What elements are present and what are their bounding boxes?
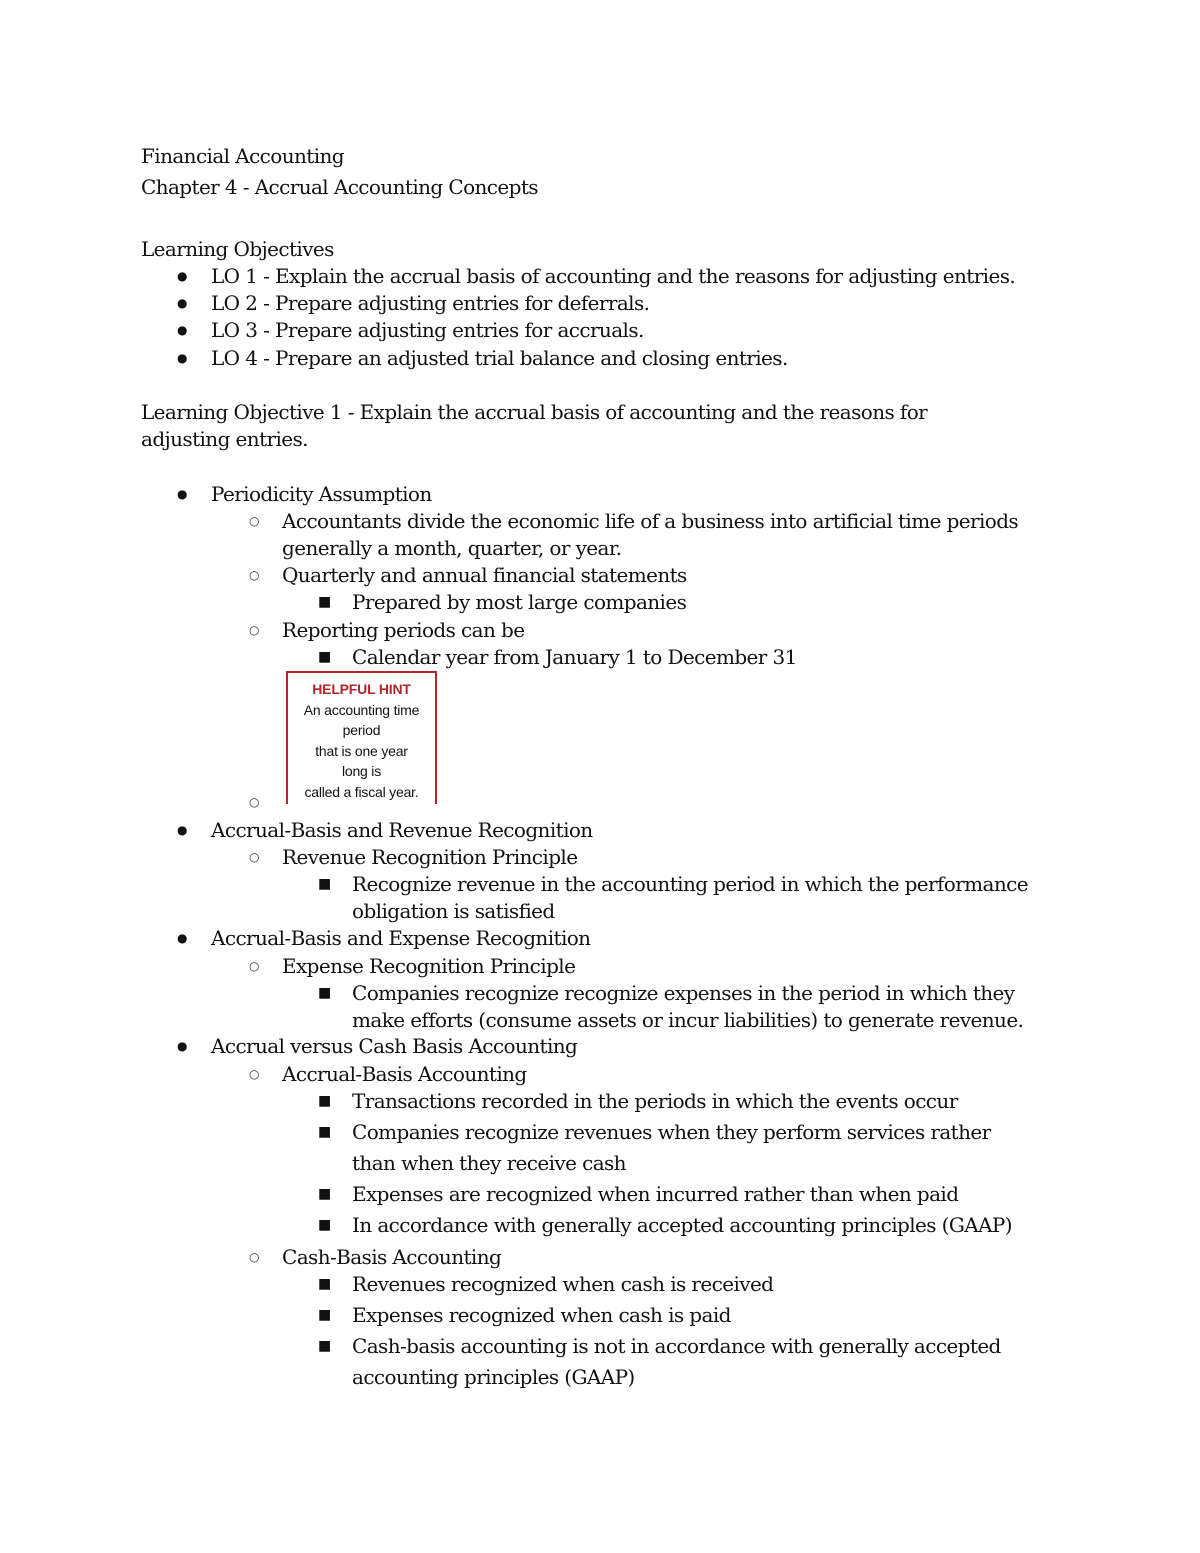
objective-item: LO 2 - Prepare adjusting entries for deferrals.: [211, 291, 650, 315]
square-bullet-icon: ■: [318, 1276, 332, 1292]
periodicity-item: Prepared by most large companies: [352, 590, 687, 614]
versus-title: Accrual versus Cash Basis Accounting: [211, 1034, 578, 1058]
hint-line: An accounting time: [303, 701, 420, 718]
circle-bullet-icon: ○: [249, 514, 260, 528]
disc-bullet-icon: ●: [177, 823, 188, 837]
periodicity-sub: Quarterly and annual financial statements: [282, 563, 687, 587]
square-bullet-icon: ■: [318, 985, 332, 1001]
cash-basis-item: Revenues recognized when cash is received: [352, 1272, 774, 1296]
circle-bullet-icon: ○: [249, 850, 260, 864]
hint-title: HELPFUL HINT: [312, 681, 411, 697]
periodicity-sub: Accountants divide the economic life of a business into artificial time periods: [282, 509, 1019, 533]
accrual-basis-sub: Accrual-Basis Accounting: [282, 1062, 527, 1086]
expense-item-cont: make efforts (consume assets or incur liabilities) to generate revenue.: [352, 1008, 1024, 1032]
objective-item: LO 3 - Prepare adjusting entries for accruals.: [211, 318, 644, 342]
periodicity-sub-cont: generally a month, quarter, or year.: [282, 536, 622, 560]
revenue-title: Accrual-Basis and Revenue Recognition: [211, 818, 593, 842]
cash-basis-item: Expenses recognized when cash is paid: [352, 1303, 731, 1327]
circle-bullet-icon: ○: [249, 568, 260, 582]
cash-basis-item-cont: accounting principles (GAAP): [352, 1365, 635, 1389]
disc-bullet-icon: ●: [177, 323, 188, 337]
accrual-basis-item: Transactions recorded in the periods in which the events occur: [352, 1089, 958, 1113]
disc-bullet-icon: ●: [177, 351, 188, 365]
hint-line: period: [342, 722, 381, 738]
lo1-heading-cont: adjusting entries.: [141, 427, 308, 451]
disc-bullet-icon: ●: [177, 296, 188, 310]
cash-basis-item: Cash-basis accounting is not in accordance with generally accepted: [352, 1334, 1001, 1358]
accrual-basis-item: In accordance with generally accepted accounting principles (GAAP): [352, 1213, 1012, 1237]
disc-bullet-icon: ●: [177, 1039, 188, 1053]
square-bullet-icon: ■: [318, 876, 332, 892]
square-bullet-icon: ■: [318, 1307, 332, 1323]
accrual-basis-item: Expenses are recognized when incurred rather than when paid: [352, 1182, 959, 1206]
hint-line: called a fiscal year.: [304, 783, 419, 800]
revenue-item-cont: obligation is satisfied: [352, 899, 555, 923]
circle-bullet-icon: ○: [249, 959, 260, 973]
square-bullet-icon: ■: [318, 1124, 332, 1140]
objectives-heading: Learning Objectives: [141, 237, 334, 261]
square-bullet-icon: ■: [318, 1338, 332, 1354]
disc-bullet-icon: ●: [177, 269, 188, 283]
course-title: Financial Accounting: [141, 144, 345, 168]
objective-item: LO 4 - Prepare an adjusted trial balance and closing entries.: [211, 346, 788, 370]
disc-bullet-icon: ●: [177, 931, 188, 945]
objective-item: LO 1 - Explain the accrual basis of accounting and the reasons for adjusting entries.: [211, 264, 1016, 288]
hint-line: that is one year: [315, 742, 408, 759]
accrual-basis-item-cont: than when they receive cash: [352, 1151, 626, 1175]
circle-bullet-icon: ○: [249, 1250, 260, 1264]
circle-bullet-icon: ○: [249, 795, 260, 809]
circle-bullet-icon: ○: [249, 1067, 260, 1081]
periodicity-item: Calendar year from January 1 to December 31: [352, 645, 797, 669]
expense-title: Accrual-Basis and Expense Recognition: [211, 926, 591, 950]
chapter-title: Chapter 4 - Accrual Accounting Concepts: [141, 175, 538, 199]
circle-bullet-icon: ○: [249, 623, 260, 637]
square-bullet-icon: ■: [318, 1217, 332, 1233]
revenue-item: Recognize revenue in the accounting period in which the performance: [352, 872, 1028, 896]
hint-line: long is: [341, 763, 382, 779]
lo1-heading: Learning Objective 1 - Explain the accrual basis of accounting and the reasons for: [141, 400, 928, 424]
periodicity-sub: Reporting periods can be: [282, 618, 525, 642]
accrual-basis-item: Companies recognize revenues when they perform services rather: [352, 1120, 991, 1144]
expense-item: Companies recognize recognize expenses in the period in which they: [352, 981, 1015, 1005]
square-bullet-icon: ■: [318, 1186, 332, 1202]
cash-basis-sub: Cash-Basis Accounting: [282, 1245, 502, 1269]
periodicity-title: Periodicity Assumption: [211, 482, 432, 506]
disc-bullet-icon: ●: [177, 487, 188, 501]
square-bullet-icon: ■: [318, 649, 332, 665]
expense-sub: Expense Recognition Principle: [282, 954, 576, 978]
square-bullet-icon: ■: [318, 1093, 332, 1109]
helpful-hint-box: [286, 671, 437, 804]
square-bullet-icon: ■: [318, 594, 332, 610]
revenue-sub: Revenue Recognition Principle: [282, 845, 578, 869]
